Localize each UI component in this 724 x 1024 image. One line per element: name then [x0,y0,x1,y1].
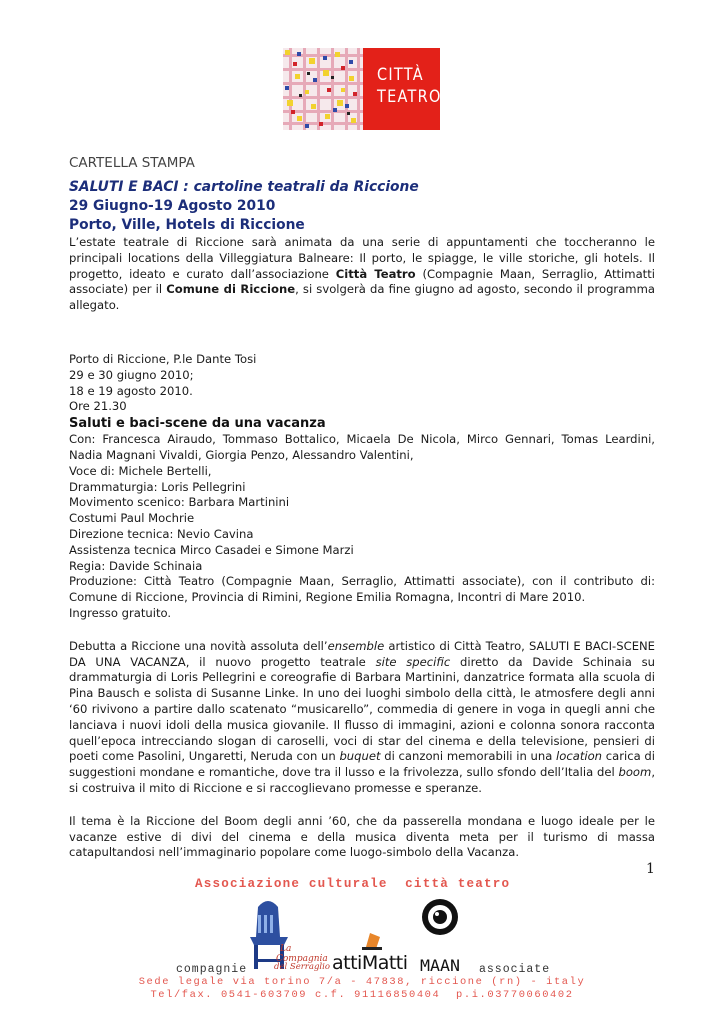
body1-italic-ensemble: ensemble [327,638,385,653]
press-kit-content [69,152,655,861]
intro-paragraph [69,235,655,314]
body-paragraph-1 [69,639,655,797]
body1-italic-buquet: buquet [339,749,381,764]
credit-voice: Voce di: Michele Bertelli, [69,463,212,478]
mosaic-grid-icon [283,48,363,130]
body1-text-c: diretto da Davide Schinaia su drammaturgia di Loris Pellegrini e coreografie di Barbara Martinini, danzatrice formata alla scuola di Pina Bausch e solista di Susanne Linke. In uno dei luoghi simbolo della città, le atmosfere degli anni ‘60 rivivono a partire dallo scatenato “musicarello”, commedia di genere in voga in quegli anni che lanciava i nuovi idoli della musica giovanile. Il flusso di immagini, azioni e colonna sonora racconta quell’epoca intrecciando slogan di caroselli, voci di star del cinema e della televisione, pensieri di poeti come Pasolini, Ungaretti, Neruda con un [69,654,655,764]
credit-tech-assistance: Assistenza tecnica Mirco Casadei e Simone Marzi [69,542,354,557]
body1-italic-site-specific: site specific [375,654,451,669]
body1-italic-location: location [556,749,603,764]
show-title: Saluti e baci-scene da una vacanza [69,416,326,432]
body1-italic-boom: boom [618,765,652,780]
maan-eye-icon [422,899,458,935]
company-logos [244,893,476,973]
serraglio-logo-la: La [280,944,292,954]
intro-text-2: (Compagnie Maan, Serraglio, Attimatti associate) per il [69,266,655,297]
body1-text-b: artistico di Città Teatro, SALUTI E BACI-SCENE DA UNA VACANZA, il nuovo progetto teatrale [69,638,656,669]
show-time: Ore 21.30 [69,399,127,414]
footer-contacts: Tel/fax. 0541-603709 c.f. 91116850404 p.i.03770060402 [150,989,574,1001]
attimatti-logo: attiMatti [332,952,408,973]
credit-direction: Regia: Davide Schinaia [69,558,203,573]
main-title: SALUTI E BACI : cartoline teatrali da Riccione [69,179,419,195]
intro-text-1: L’estate teatrale di Riccione sarà animata da una serie di appuntamenti che toccheranno le principali locations della Villeggiatura Balneare: Il porto, le spiagge, le ville storiche, gli hotels. Il progetto, ideato e curato dall’associazione [69,235,655,281]
document-label: CARTELLA STAMPA [69,155,195,171]
body1-text-f: , si costruiva il mito di Riccione e si raccoglievano promesse e speranze. [69,765,655,795]
logo-line-citta: CITTÀ [377,65,424,85]
body1-text-e: carica di suggestioni mondane e romantiche, dove tra il lusso e la frivolezza, sullo sfondo dell’Italia del [69,749,655,780]
locations-title: Porto, Ville, Hotels di Riccione [69,217,305,233]
logo-text [377,64,442,108]
credit-production: Produzione: Città Teatro (Compagnie Maan, Serraglio, Attimatti associate), con il contributo di: Comune di Riccione, Provincia di Rimini, Regione Emilia Romagna, Incontri di Mare 2010. [69,574,655,605]
credit-dramaturgy: Drammaturgia: Loris Pellegrini [69,479,246,494]
body1-text-d: di canzoni memorabili in una [380,749,557,764]
serraglio-logo-compagnia: Compagnia [276,954,328,964]
maan-logo: MAAN [420,956,460,973]
logo-line-teatro: TEATRO [377,87,442,107]
attimatti-hat-icon [362,933,382,950]
serraglio-logo-del-serraglio: del Serraglio [274,962,330,972]
intro-bold-comune: Comune di Riccione [166,282,296,297]
citta-teatro-logo [283,48,440,130]
date-range-title: 29 Giugno-19 Agosto 2010 [69,198,276,214]
credit-tech-direction: Direzione tecnica: Nevio Cavina [69,526,254,541]
venue: Porto di Riccione, P.le Dante Tosi [69,351,257,366]
credit-costumes: Costumi Paul Mochrie [69,511,195,526]
credit-movement: Movimento scenico: Barbara Martinini [69,495,290,510]
date-line-1: 29 e 30 giugno 2010; [69,367,194,382]
body1-text-a: Debutta a Riccione una novità assoluta dell’ [69,638,328,653]
admission: Ingresso gratuito. [69,605,172,620]
date-line-2: 18 e 19 agosto 2010. [69,383,193,398]
credit-cast: Con: Francesca Airaudo, Tommaso Bottalico, Micaela De Nicola, Mirco Gennari, Tomas Leardini, Nadia Magnani Vivaldi, Giorgia Penzo, Alessandro Valentini, [69,432,655,462]
body-paragraph-2: Il tema è la Riccione del Boom degli anni ’60, che da passerella mondana e luogo ideale per le vacanze estive di divi del cinema e della musica diventa meta per il turismo di massa catapultandosi nell’immaginario popolare come luogo-simbolo della Vacanza. [69,813,655,860]
footer-association: Associazione culturale città teatro [195,877,511,891]
footer-address: Sede legale via torino 7/a - 47838, riccione (rn) - italy [138,976,586,988]
page-number: 1 [646,861,655,877]
intro-text-3: , si svolgerà da fine giugno ad agosto, secondo il programma allegato. [69,282,655,313]
footer-associate: associate [479,963,551,976]
intro-bold-citta-teatro: Città Teatro [335,266,416,281]
footer-compagnie: compagnie [176,963,248,976]
